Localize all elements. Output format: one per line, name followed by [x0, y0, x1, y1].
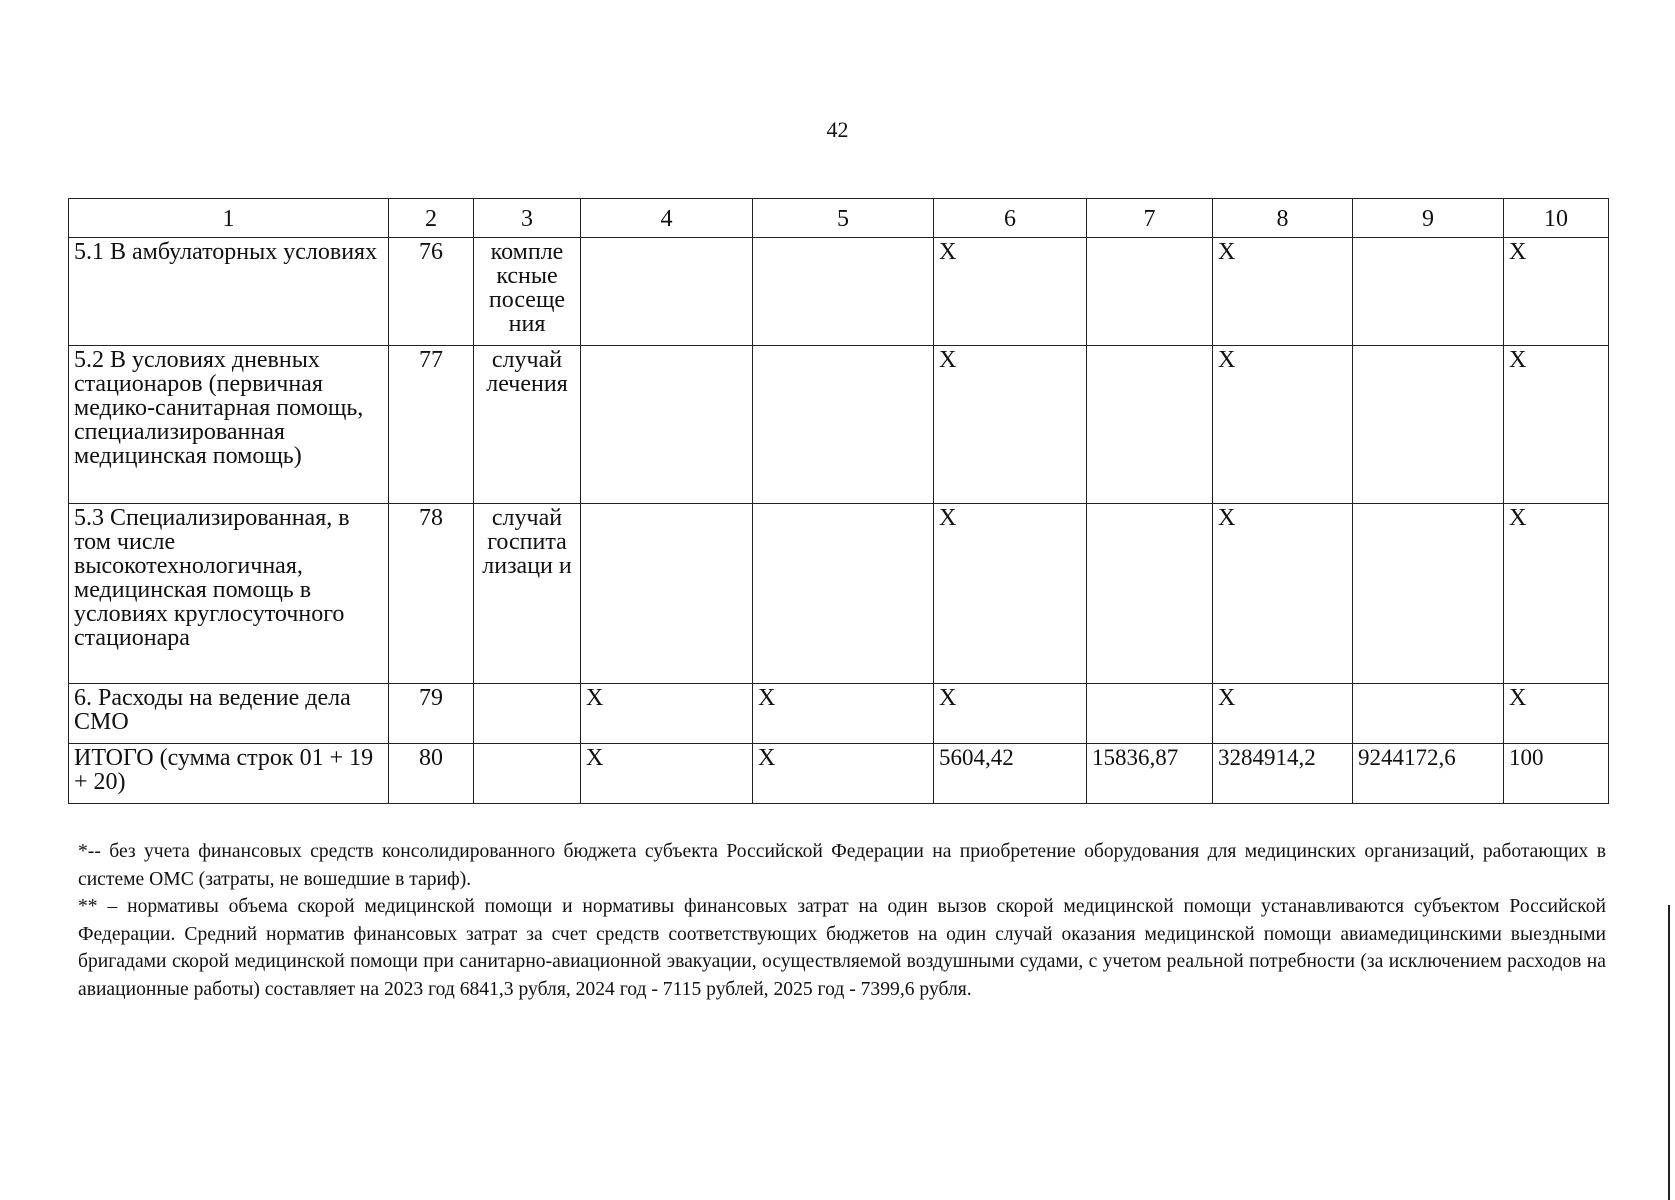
cell-c6: X	[934, 684, 1087, 744]
cell-c9	[1353, 346, 1504, 504]
cell-c7	[1087, 346, 1213, 504]
cell-c10: X	[1504, 504, 1609, 684]
cell-c4	[581, 346, 753, 504]
header-cell: 10	[1504, 199, 1609, 238]
cell-c7: 15836,87	[1087, 744, 1213, 804]
row-name: ИТОГО (сумма строк 01 + 19 + 20)	[69, 744, 389, 804]
row-name: 6. Расходы на ведение дела СМО	[69, 684, 389, 744]
row-line-number: 80	[389, 744, 474, 804]
cell-c6: 5604,42	[934, 744, 1087, 804]
row-unit	[474, 684, 581, 744]
cell-c6: X	[934, 346, 1087, 504]
cell-c7	[1087, 504, 1213, 684]
cell-c8: 3284914,2	[1213, 744, 1353, 804]
cell-c6: X	[934, 504, 1087, 684]
header-cell: 4	[581, 199, 753, 238]
footnote-1: *-- без учета финансовых средств консолидированного бюджета субъекта Российской Федерации на приобретение оборудования для медицинских организаций, работающих в системе ОМС (затраты, не вошедшие в тариф).	[78, 841, 1606, 890]
row-unit	[474, 744, 581, 804]
row-name: 5.2 В условиях дневных стационаров (первичная медико-санитарная помощь, специализированная медицинская помощь)	[69, 346, 389, 504]
cell-c5	[753, 504, 934, 684]
header-cell: 2	[389, 199, 474, 238]
row-line-number: 76	[389, 238, 474, 346]
cell-c4	[581, 504, 753, 684]
cell-c4: X	[581, 684, 753, 744]
row-line-number: 77	[389, 346, 474, 504]
cell-c7	[1087, 684, 1213, 744]
header-cell: 6	[934, 199, 1087, 238]
cell-c4	[581, 238, 753, 346]
cell-c5	[753, 346, 934, 504]
row-line-number: 79	[389, 684, 474, 744]
footnote-2: ** – нормативы объема скорой медицинской помощи и нормативы финансовых затрат на один вызов скорой медицинской помощи устанавливаются субъектом Российской Федерации. Средний норматив финансовых затрат за счет средств соответствующих бюджетов на один случай оказания медицинской помощи авиамедицинскими выездными бригадами скорой медицинской помощи при санитарно-авиационной эвакуации, осуществляемой воздушными судами, с учетом реальной потребности (за исключением расходов на авиационные работы) составляет на 2023 год 6841,3 рубля, 2024 год - 7115 рублей, 2025 год - 7399,6 рубля.	[78, 896, 1606, 1000]
cell-c5	[753, 238, 934, 346]
data-table	[68, 198, 1609, 804]
cell-c8: X	[1213, 684, 1353, 744]
margin-line	[1668, 905, 1670, 1200]
header-cell: 5	[753, 199, 934, 238]
row-name: 5.1 В амбулаторных условиях	[69, 238, 389, 346]
page-number: 42	[826, 117, 849, 142]
cell-c8: X	[1213, 238, 1353, 346]
header-cell: 3	[474, 199, 581, 238]
header-row	[69, 199, 1609, 238]
row-unit: компле ксные посеще ния	[474, 238, 581, 346]
table-row	[69, 346, 1609, 504]
table-row-total	[69, 744, 1609, 804]
cell-c6: X	[934, 238, 1087, 346]
cell-c7	[1087, 238, 1213, 346]
cell-c10: 100	[1504, 744, 1609, 804]
cell-c4: X	[581, 744, 753, 804]
cell-c9: 9244172,6	[1353, 744, 1504, 804]
cell-c8: X	[1213, 346, 1353, 504]
header-cell: 1	[69, 199, 389, 238]
cell-c5: X	[753, 684, 934, 744]
row-name: 5.3 Специализированная, в том числе высокотехнологичная, медицинская помощь в условиях круглосуточного стационара	[69, 504, 389, 684]
cell-c9	[1353, 238, 1504, 346]
row-line-number: 78	[389, 504, 474, 684]
cell-c9	[1353, 504, 1504, 684]
row-unit: случай лечения	[474, 346, 581, 504]
cell-c10: X	[1504, 684, 1609, 744]
cell-c10: X	[1504, 346, 1609, 504]
header-cell: 8	[1213, 199, 1353, 238]
cell-c8: X	[1213, 504, 1353, 684]
header-cell: 7	[1087, 199, 1213, 238]
cell-c10: X	[1504, 238, 1609, 346]
table-row	[69, 504, 1609, 684]
table-row	[69, 684, 1609, 744]
row-unit: случай госпита лизаци и	[474, 504, 581, 684]
cell-c9	[1353, 684, 1504, 744]
footnotes	[78, 838, 1606, 1003]
cell-c5: X	[753, 744, 934, 804]
table-row	[69, 238, 1609, 346]
header-cell: 9	[1353, 199, 1504, 238]
